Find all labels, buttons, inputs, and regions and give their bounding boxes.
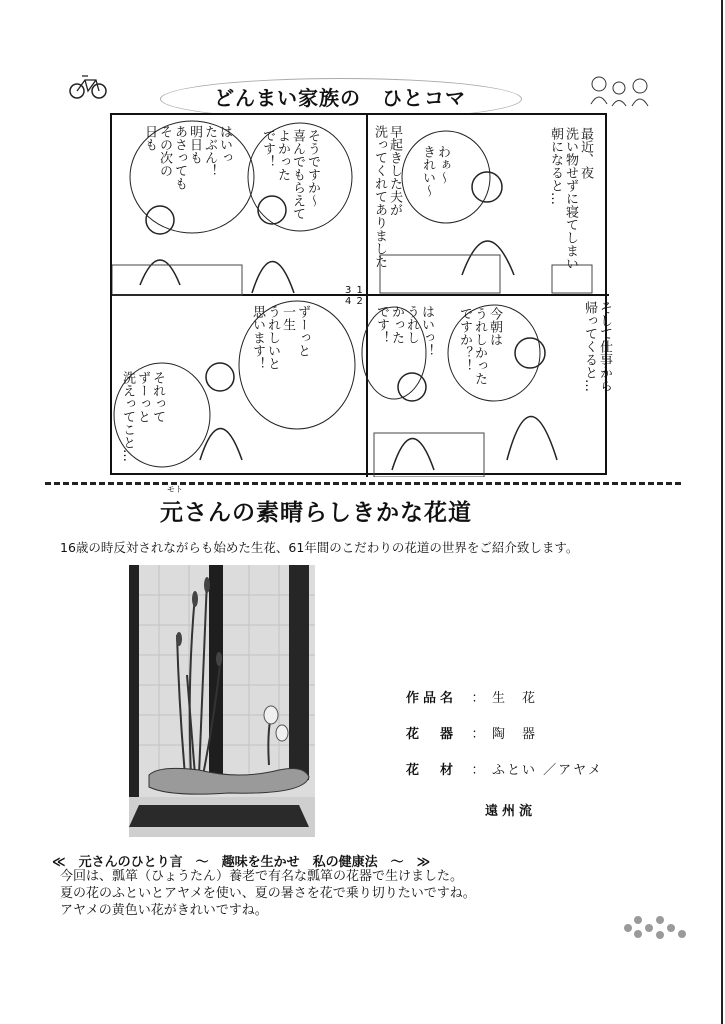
artwork-details (406, 678, 603, 786)
section-divider (45, 482, 681, 485)
comic-bubble-wife-3: はいっ たぶん！ 明日も あさっても その次の 日も (142, 125, 232, 190)
comic-bubble-husband-2: 今朝は うれしかった ですか？！ (457, 307, 502, 385)
article-title: 元さんの素晴らしきかな花道 (160, 500, 472, 526)
bicycle-icon (68, 70, 108, 100)
title-ruby: モト (167, 485, 183, 494)
detail-row-materials: 花 材 ： ふとい ／アヤメ (406, 762, 603, 778)
detail-row-vessel: 花 器 ： 陶 器 (406, 726, 538, 742)
comic-bubble-wife-1: わぁ～ きれい～ (420, 145, 450, 197)
flower-dots-decoration (622, 908, 692, 944)
detail-row-title: 作品名 ： 生 花 (406, 690, 538, 706)
comic-bubble-narration-2: そして仕事から 帰ってくると… (582, 301, 612, 392)
body-line: アヤメの黄色い花がきれいですね。 (60, 903, 268, 918)
article-intro: 16歳の時反対されながらも始めた生花、61年間のこだわりの花道の世界をご紹介致します。 (60, 540, 579, 555)
article-body (60, 868, 476, 919)
comic-bubble-wife-5: ずーっと 一生 うれしいと 思います！ (250, 305, 310, 370)
comic-bubble-husband-1: そうですか～ 喜んでもらえて よかった です！ (260, 129, 320, 220)
motto-heading: ≪ 元さんのひとり言 ～ 趣味を生かせ 私の健康法 ～ ≫ (52, 855, 431, 870)
comic-strip (110, 113, 612, 475)
panel-order-numbers: 3 1 4 2 (345, 285, 364, 307)
page-edge-border (721, 0, 723, 1024)
family-illustration-icon (585, 70, 655, 110)
comic-bubble-narration-1: 最近、夜 洗い物せずに寝てしまい 朝になると… (548, 127, 593, 270)
body-line: 夏の花のふといとアヤメを使い、夏の暑さを花で乗り切りたいですね。 (60, 886, 476, 901)
comic-bubble-wife-4: はいっ！ うれし かった です！ (374, 305, 434, 357)
page-title: どんまい家族の ひとコマ (214, 86, 466, 110)
school-name: 遠州流 (485, 804, 537, 819)
body-line: 今回は、瓢箪（ひょうたん）養老で有名な瓢箪の花器で生けました。 (60, 869, 464, 884)
ikebana-photo-illustration (129, 565, 315, 837)
ikebana-photo (129, 565, 315, 837)
comic-bubble-husband-3: それって ずーっと 洗えってこと… (120, 371, 165, 462)
comic-bubble-wife-2: 早起きした夫が 洗ってくれてありました (372, 125, 402, 268)
